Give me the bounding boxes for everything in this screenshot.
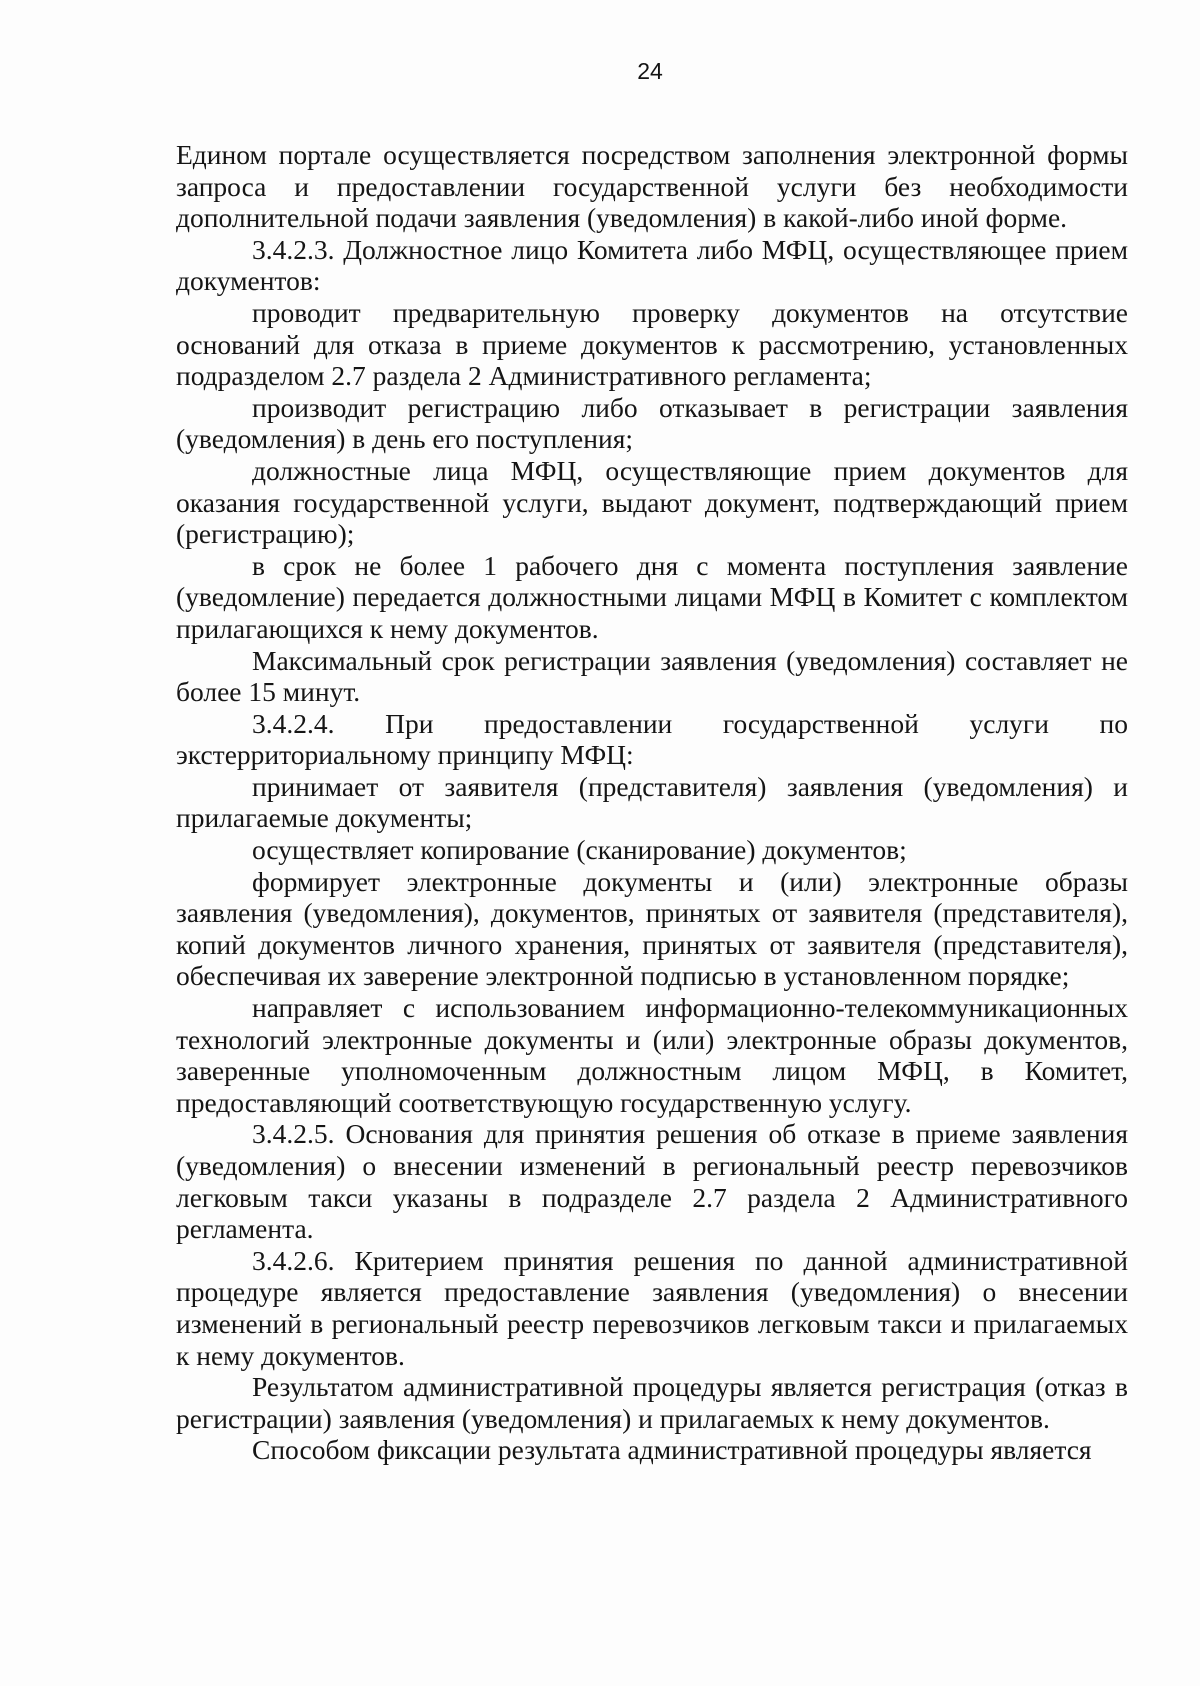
paragraph: в срок не более 1 рабочего дня с момента поступления заявление (уведомление) передается должностными лицами МФЦ в Комитет с комплектом прилагающихся к нему документов.	[176, 549, 1128, 644]
paragraph: формирует электронные документы и (или) электронные образы заявления (уведомления), документов, принятых от заявителя (представителя), копий документов личного хранения, принятых от заявителя (представителя), обеспечивая их заверение электронной подписью в установленном порядке;	[176, 865, 1128, 992]
paragraph: 3.4.2.4. При предоставлении государственной услуги по экстерриториальному принципу МФЦ:	[176, 707, 1128, 771]
paragraph: принимает от заявителя (представителя) заявления (уведомления) и прилагаемые документы;	[176, 770, 1128, 834]
paragraph: Способом фиксации результата административной процедуры является	[252, 1434, 1092, 1466]
page-number: 24	[637, 58, 663, 84]
paragraph: Максимальный срок регистрации заявления (уведомления) составляет не более 15 минут.	[176, 644, 1128, 708]
paragraph: производит регистрацию либо отказывает в регистрации заявления (уведомления) в день его поступления;	[176, 391, 1128, 455]
paragraph: 3.4.2.6. Критерием принятия решения по данной административной процедуре является предоставление заявления (уведомления) о внесении изменений в региональный реестр перевозчиков легковым такси и прилагаемых к нему документов.	[176, 1244, 1128, 1371]
paragraph: осуществляет копирование (сканирование) документов;	[252, 834, 907, 866]
paragraph: проводит предварительную проверку документов на отсутствие оснований для отказа в приеме документов к рассмотрению, установленных подразделом 2.7 раздела 2 Административного регламента;	[176, 296, 1128, 392]
paragraph: 3.4.2.5. Основания для принятия решения об отказе в приеме заявления (уведомления) о внесении изменений в региональный реестр перевозчиков легковым такси указаны в подразделе 2.7 раздела 2 Административного регламента.	[176, 1118, 1128, 1245]
document-body	[176, 139, 1128, 1466]
paragraph: Едином портале осуществляется посредством заполнения электронной формы запроса и предоставлении государственной услуги без необходимости дополнительной подачи заявления (уведомления) в какой-либо иной форме.	[176, 139, 1128, 234]
paragraph: должностные лица МФЦ, осуществляющие прием документов для оказания государственной услуги, выдают документ, подтверждающий прием (регистрацию);	[176, 454, 1128, 550]
paragraph: 3.4.2.3. Должностное лицо Комитета либо МФЦ, осуществляющее прием документов:	[176, 233, 1128, 297]
paragraph: направляет с использованием информационно-телекоммуникационных технологий электронные документы и (или) электронные образы документов, заверенные уполномоченным должностным лицом МФЦ, в Комитет, предоставляющий соответствующую государственную услугу.	[176, 992, 1128, 1118]
paragraph: Результатом административной процедуры является регистрация (отказ в регистрации) заявления (уведомления) и прилагаемых к нему документов.	[176, 1371, 1128, 1434]
